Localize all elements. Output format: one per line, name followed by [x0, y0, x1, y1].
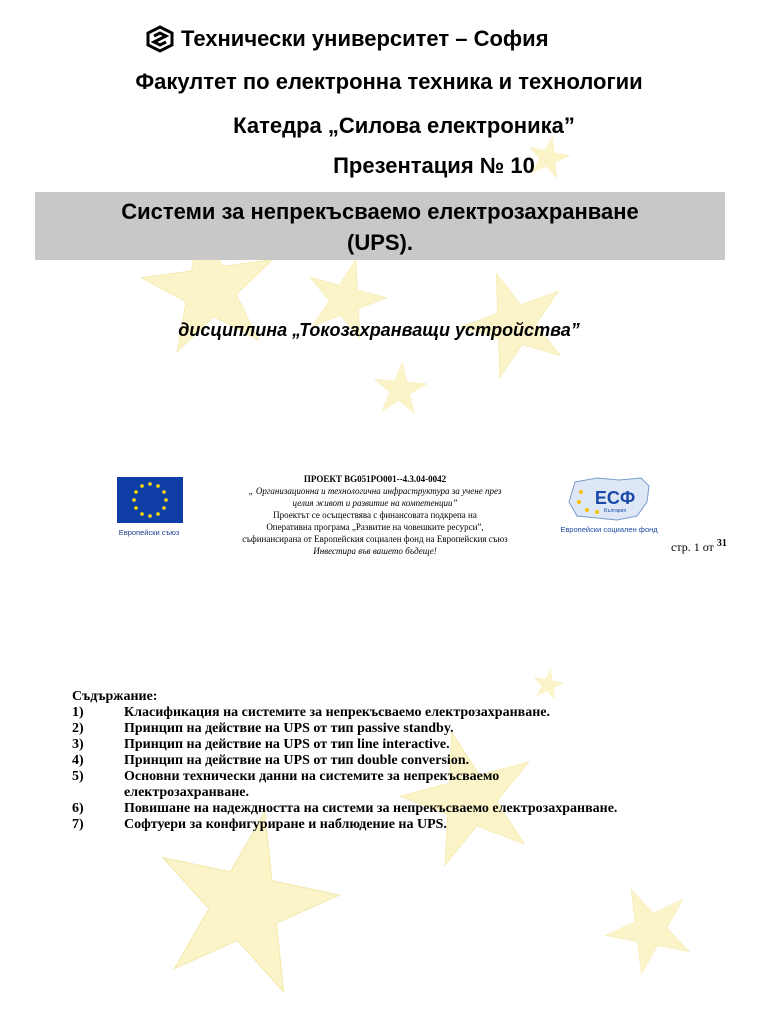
list-item: [72, 705, 732, 721]
toc-item-number: 4): [72, 753, 84, 768]
eu-caption: Европейски съюз: [118, 528, 180, 537]
title-line-1: Системи за непрекъсваемо електрозахранване: [121, 199, 639, 224]
project-line-7: Инвестира във вашето бъдеще!: [313, 546, 437, 556]
project-code: BG051PO001--4.3.04-0042: [344, 474, 447, 484]
toc-item-text: Принцип на действие на UPS от тип passive standby.: [124, 721, 454, 736]
list-item: [72, 801, 732, 817]
page-number: [671, 538, 727, 555]
toc-item-text: Основни технически данни на системите за непрекъсваемо електрозахранване.: [124, 769, 500, 800]
star-shape: [592, 871, 704, 981]
toc-item-text: Повишане на надеждността на системи за непрекъсваемо електрозахранване.: [124, 801, 618, 816]
toc-item-text: Принцип на действие на UPS от тип double conversion.: [124, 753, 470, 768]
project-line-4: Проектът се осъществява с финансовата подкрепа на: [273, 510, 477, 520]
esf-country: България: [603, 508, 627, 514]
toc-heading: Съдържание:: [72, 689, 158, 704]
list-item: [72, 753, 732, 769]
list-item: [72, 737, 732, 753]
university-logo-icon: [145, 24, 175, 54]
project-line-5: Оперативна програма „Развитие на човешките ресурси”,: [266, 522, 484, 532]
title-bar: [35, 192, 725, 260]
toc-item-number: 3): [72, 737, 84, 752]
esf-caption: Европейски социален фонд: [560, 525, 658, 534]
presentation-number: Презентация № 10: [333, 153, 535, 178]
toc-item-text: Софтуери за конфигуриране и наблюдение на UPS.: [124, 817, 447, 832]
toc-item-number: 7): [72, 817, 84, 832]
toc-item-text: Принцип на действие на UPS от тип line interactive.: [124, 737, 450, 752]
toc-item-number: 5): [72, 769, 84, 784]
department-name: Катедра „Силова електроника”: [233, 113, 575, 138]
university-header: [145, 24, 549, 54]
star-shape: [371, 360, 428, 415]
project-line-2: „ Организационна и технологична инфраструктура за учене през: [248, 486, 502, 496]
list-item: [72, 769, 732, 801]
table-of-contents: [72, 689, 732, 833]
faculty-name: Факултет по електронна техника и технологии: [135, 69, 643, 94]
esf-mark: ЕСФ: [594, 488, 636, 508]
project-line-3: целия живот и развитие на компетенции”: [292, 498, 458, 508]
toc-item-text: Класификация на системите за непрекъсваемо електрозахранване.: [124, 705, 550, 720]
esf-logo: [557, 472, 662, 538]
page-prefix: стр. 1 от: [671, 540, 714, 554]
discipline-subtitle: дисциплина „Токозахранващи устройства”: [178, 320, 580, 340]
eu-flag-logo: [107, 475, 187, 539]
title-line-2: (UPS).: [347, 230, 413, 255]
list-item: [72, 721, 732, 737]
page-total: 31: [716, 538, 727, 549]
project-info: [210, 473, 540, 557]
toc-item-number: 2): [72, 721, 84, 736]
toc-item-number: 1): [72, 705, 84, 720]
toc-item-number: 6): [72, 801, 84, 816]
project-line-6: съфинансирана от Европейския социален фонд на Европейския съюз: [242, 534, 508, 544]
project-label: ПРОЕКТ: [303, 474, 342, 484]
university-name: Технически университет – София: [181, 26, 549, 51]
list-item: [72, 817, 732, 833]
